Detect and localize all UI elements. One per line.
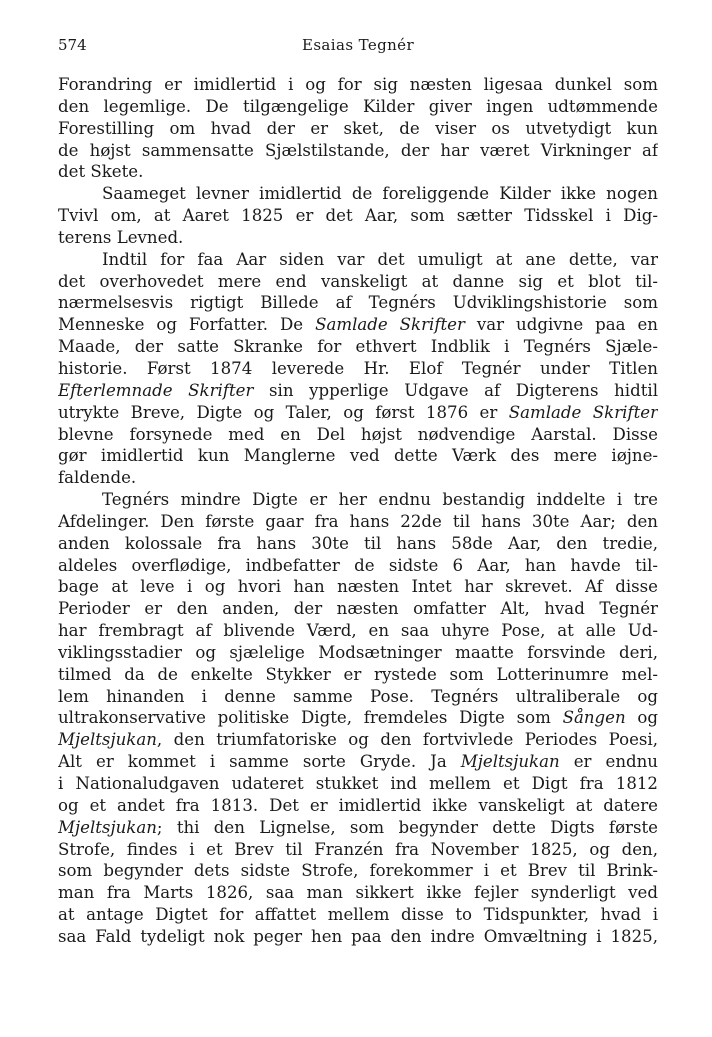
text-line xyxy=(58,249,658,271)
text-segment: Forestilling om hvad der er sket, de viser os utvetydigt kun xyxy=(58,118,658,138)
text-segment: Maade, der satte Skranke for ethvert Indblik i Tegnérs Sjæle- xyxy=(58,337,658,357)
text-segment: det Skete. xyxy=(58,162,144,182)
text-line xyxy=(58,205,658,227)
text-segment: man fra Marts 1826, saa man sikkert ikke fejler synderligt ved xyxy=(58,883,658,903)
text-segment: Menneske og Forfatter. De xyxy=(58,315,316,335)
text-segment: Tvivl om, at Aaret 1825 er det Aar, som sætter Tidsskel i Dig- xyxy=(58,206,658,226)
text-line xyxy=(58,380,658,402)
text-line xyxy=(58,424,658,446)
text-line xyxy=(58,576,658,598)
text-line xyxy=(58,511,658,533)
text-segment: Forandring er imidlertid i og for sig næsten ligesaa dunkel som xyxy=(58,75,658,94)
text-segment: Afdelinger. Den første gaar fra hans 22de til hans 30te Aar; den xyxy=(58,511,658,531)
text-line xyxy=(58,358,658,380)
text-segment: terens Levned. xyxy=(58,227,184,247)
text-line xyxy=(58,839,658,861)
text-line xyxy=(58,926,658,948)
text-line xyxy=(58,489,658,511)
text-line xyxy=(58,555,658,577)
italic-title: Mjeltsjukan xyxy=(58,730,157,750)
text-segment: aldeles overflødige, indbefatter de sidste 6 Aar, han havde til- xyxy=(58,555,658,575)
text-segment: viklingsstadier og sjælelige Modsætninger maatte forsvinde deri, xyxy=(58,642,658,662)
text-segment: Perioder er den anden, der næsten omfatter Alt, hvad Tegnér xyxy=(58,599,658,619)
text-line xyxy=(58,140,658,162)
text-segment: ; thi den Lignelse, som begynder dette Digts første xyxy=(156,817,658,837)
text-segment: at antage Digtet for affattet mellem disse to Tidspunkter, hvad i xyxy=(58,905,658,925)
text-line xyxy=(58,271,658,293)
text-line xyxy=(58,183,658,205)
text-segment: saa Fald tydeligt nok peger hen paa den indre Omvæltning i 1825, xyxy=(58,926,658,946)
text-segment: de højst sammensatte Sjælstilstande, der har været Virkninger af xyxy=(58,140,658,160)
text-segment: var udgivne paa en xyxy=(464,315,658,335)
text-segment: er endnu xyxy=(559,752,658,772)
text-line xyxy=(58,227,658,249)
text-segment: , den triumfatoriske og den fortvivlede Periodes Poesi, xyxy=(156,730,658,750)
text-line xyxy=(58,96,658,118)
text-segment: Alt er kommet i samme sorte Gryde. Ja xyxy=(58,752,461,772)
italic-title: Mjeltsjukan xyxy=(58,817,157,837)
text-segment: Strofe, findes i et Brev til Franzén fra November 1825, og den, xyxy=(58,839,658,859)
text-line xyxy=(58,773,658,795)
text-segment: faldende. xyxy=(58,468,137,488)
text-line xyxy=(58,402,658,424)
text-segment: Tegnérs mindre Digte er her endnu bestandig inddelte i tre xyxy=(102,490,658,510)
text-segment: anden kolossale fra hans 30te til hans 58de Aar, den tredie, xyxy=(58,533,658,553)
text-line xyxy=(58,729,658,751)
text-line xyxy=(58,314,658,336)
text-segment: bage at leve i og hvori han næsten Intet har skrevet. Af disse xyxy=(58,577,658,597)
text-line xyxy=(58,533,658,555)
text-line xyxy=(58,664,658,686)
text-line xyxy=(58,904,658,926)
text-segment: blevne forsynede med en Del højst nødvendige Aarstal. Disse xyxy=(58,424,658,444)
text-line xyxy=(58,118,658,140)
text-segment: og et andet fra 1813. Det er imidlertid ikke vanskeligt at datere xyxy=(58,795,658,815)
text-segment: sin ypperlige Udgave af Digterens hidtil xyxy=(253,380,658,400)
text-line xyxy=(58,467,658,489)
text-line xyxy=(58,686,658,708)
text-segment: utrykte Breve, Digte og Taler, og først 1876 er xyxy=(58,402,509,422)
italic-title: Samlade Skrifter xyxy=(315,315,465,335)
page-header xyxy=(58,36,658,58)
text-segment: nærmelsesvis rigtigt Billede af Tegnérs Udviklingshistorie som xyxy=(58,293,658,313)
text-line xyxy=(58,292,658,314)
text-line xyxy=(58,707,658,729)
body-text xyxy=(58,74,658,948)
text-segment: og xyxy=(625,708,658,728)
text-line xyxy=(58,751,658,773)
italic-title: Efterlemnade Skrifter xyxy=(58,380,254,400)
text-segment: gør imidlertid kun Manglerne ved dette Værk des mere iøjne- xyxy=(58,446,658,466)
text-line xyxy=(58,860,658,882)
page-number: 574 xyxy=(58,36,87,54)
text-segment: det overhovedet mere end vanskeligt at danne sig et blot til- xyxy=(58,271,658,291)
text-line xyxy=(58,161,658,183)
text-line xyxy=(58,620,658,642)
text-segment: ultrakonservative politiske Digte, fremdeles Digte som xyxy=(58,708,563,728)
text-segment: Saameget levner imidlertid de foreliggende Kilder ikke nogen xyxy=(102,184,658,204)
text-segment: historie. Først 1874 leverede Hr. Elof Tegnér under Titlen xyxy=(58,358,658,378)
text-segment: tilmed da de enkelte Stykker er rystede som Lotterinumre mel- xyxy=(58,664,658,684)
text-line xyxy=(58,795,658,817)
text-segment: den legemlige. De tilgængelige Kilder giver ingen udtømmende xyxy=(58,96,658,116)
text-segment: i Nationaludgaven udateret stukket ind mellem et Digt fra 1812 xyxy=(58,774,658,793)
italic-title: Sången xyxy=(562,708,626,728)
text-line xyxy=(58,817,658,839)
text-line xyxy=(58,642,658,664)
text-line xyxy=(58,445,658,467)
text-segment: har frembragt af blivende Værd, en saa uhyre Pose, at alle Ud- xyxy=(58,621,658,641)
text-line xyxy=(58,336,658,358)
text-line xyxy=(58,882,658,904)
text-line xyxy=(58,74,658,96)
text-segment: lem hinanden i denne samme Pose. Tegnérs ultraliberale og xyxy=(58,686,658,706)
text-segment: som begynder dets sidste Strofe, forekommer i et Brev til Brink- xyxy=(58,861,658,881)
text-segment: Indtil for faa Aar siden var det umuligt at ane dette, var xyxy=(102,249,658,269)
italic-title: Mjeltsjukan xyxy=(460,752,560,772)
running-head: Esaias Tegnér xyxy=(301,36,415,54)
text-line xyxy=(58,598,658,620)
italic-title: Samlade Skrifter xyxy=(508,402,658,422)
